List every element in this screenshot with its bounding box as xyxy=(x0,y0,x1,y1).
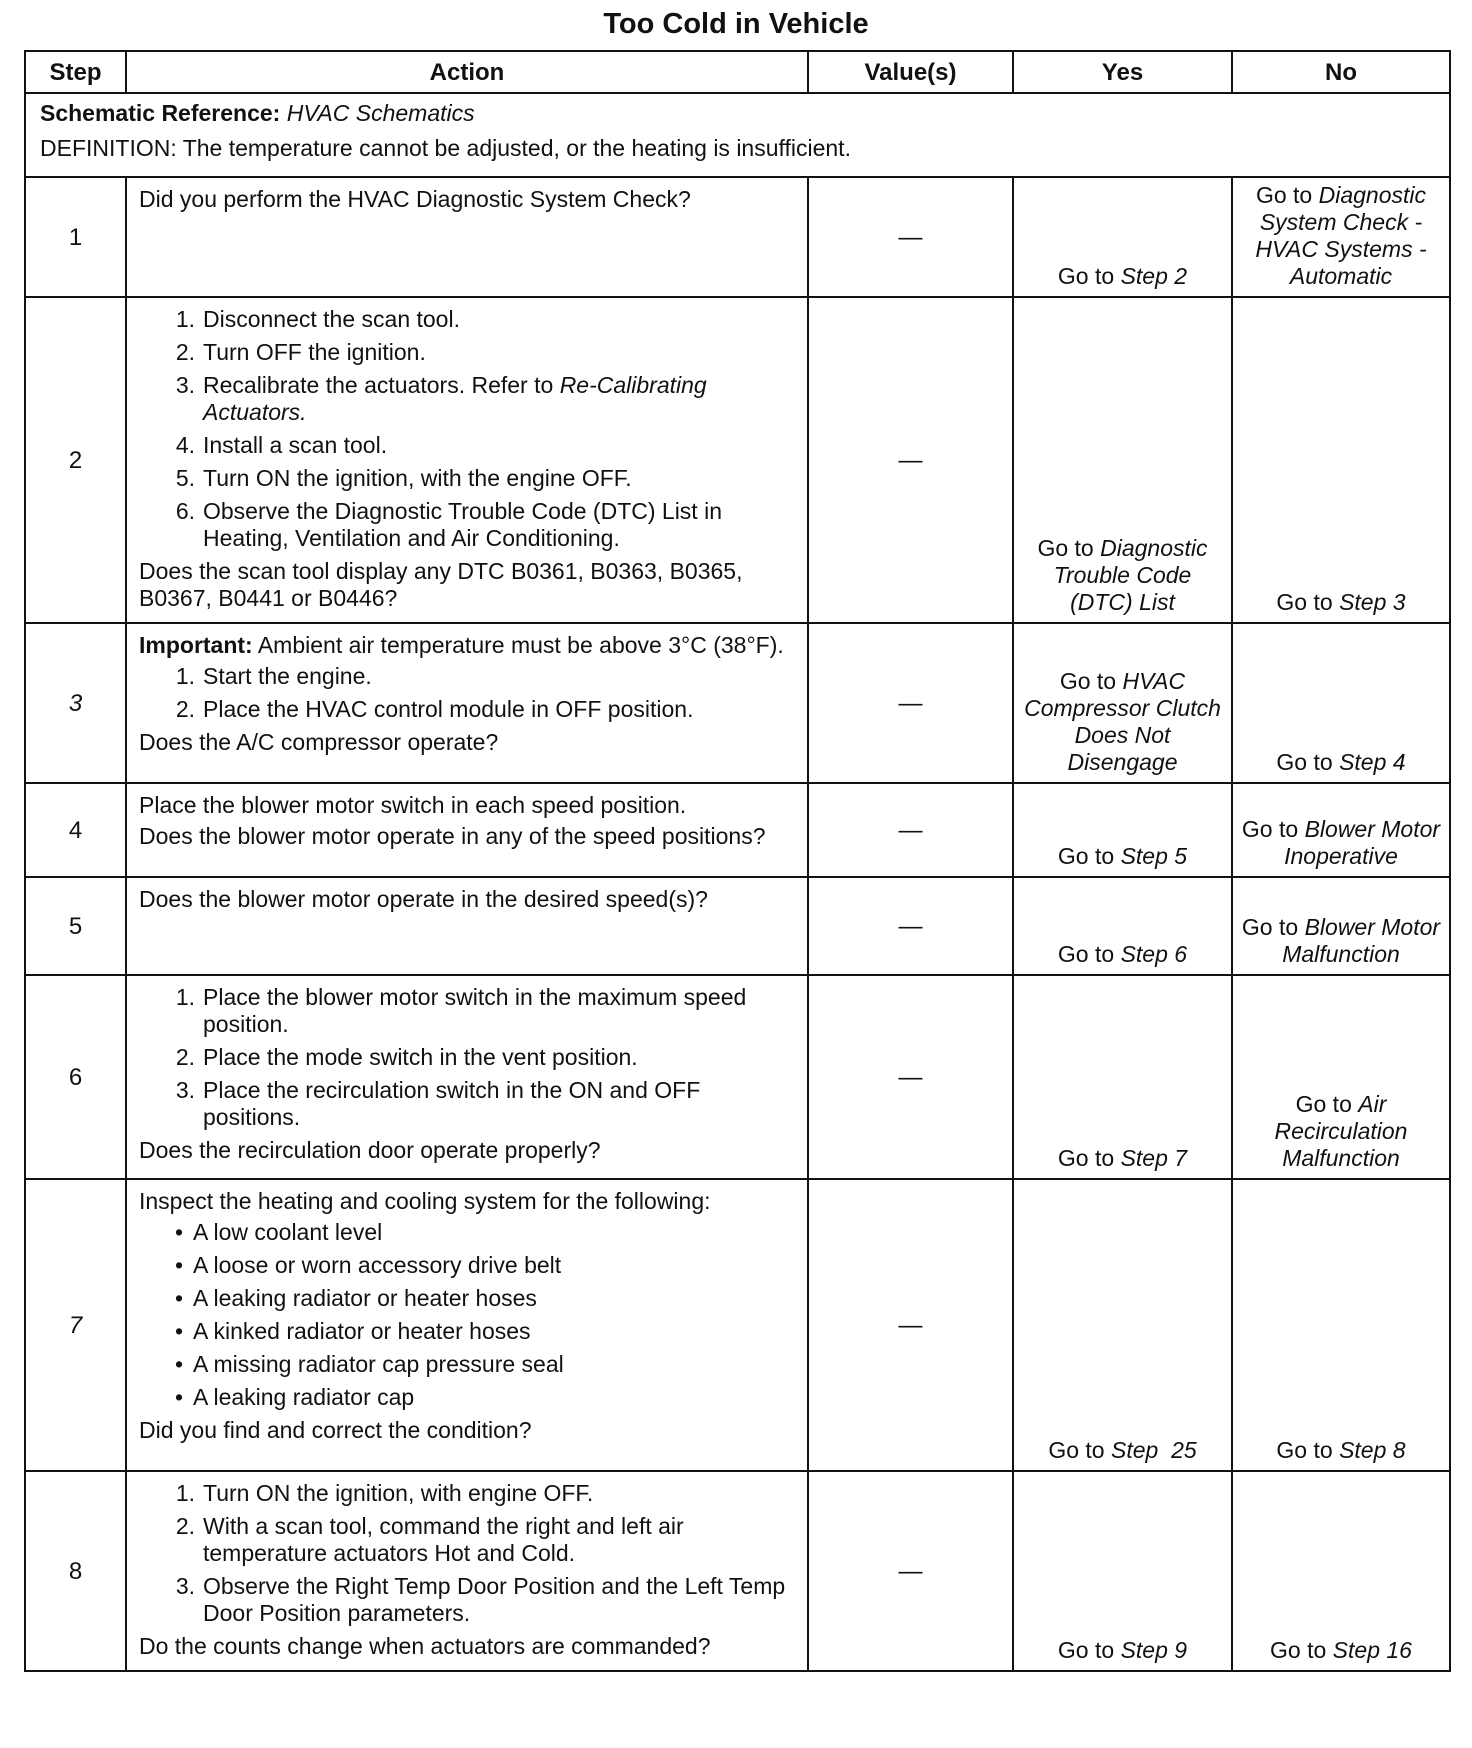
yes-cell[interactable] xyxy=(1013,1179,1232,1471)
list-item: • A missing radiator cap pressure seal xyxy=(174,1351,564,1377)
value-cell: — xyxy=(808,1471,1013,1671)
no-cell[interactable] xyxy=(1232,783,1450,877)
yes-link[interactable]: Step 2 xyxy=(1120,263,1188,289)
table-row xyxy=(25,297,1450,623)
question: Does the recirculation door operate properly? xyxy=(139,1137,601,1163)
header-values: Value(s) xyxy=(808,51,1013,93)
value-cell: — xyxy=(808,623,1013,783)
value-cell: — xyxy=(808,783,1013,877)
list-item: 1. Disconnect the scan tool. xyxy=(175,306,460,332)
step-number: 4 xyxy=(25,783,126,877)
yes-link[interactable]: HVAC Compressor Clutch Does Not Disengage xyxy=(1024,668,1221,775)
reference-link[interactable]: Re-Calibrating Actuators. xyxy=(203,372,707,425)
list-item: 6. Observe the Diagnostic Trouble Code (DTC) List in Heating, Ventilation and Air Conditioning. xyxy=(175,498,722,551)
numbered-list xyxy=(139,984,797,1131)
yes-cell[interactable] xyxy=(1013,177,1232,297)
schematic-reference xyxy=(40,100,1435,127)
yes-cell[interactable] xyxy=(1013,783,1232,877)
no-link[interactable]: Step 4 xyxy=(1339,749,1406,775)
no-prefix: Go to xyxy=(1276,1437,1333,1463)
list-item: 3. Observe the Right Temp Door Position and the Left Temp Door Position parameters. xyxy=(175,1573,786,1626)
important-label: Important: xyxy=(139,632,253,658)
list-item: 5. Turn ON the ignition, with the engine OFF. xyxy=(175,465,632,491)
list-item: 2. Place the mode switch in the vent position. xyxy=(175,1044,638,1070)
header-yes: Yes xyxy=(1013,51,1232,93)
yes-link[interactable]: Step 25 xyxy=(1110,1437,1197,1463)
header-step: Step xyxy=(25,51,126,93)
no-link[interactable]: Blower Motor Malfunction xyxy=(1282,914,1441,967)
no-prefix: Go to xyxy=(1276,749,1333,775)
numbered-list xyxy=(139,306,797,552)
yes-link[interactable]: Step 9 xyxy=(1120,1637,1188,1663)
no-link[interactable]: Air Recirculation Malfunction xyxy=(1274,1091,1408,1171)
table-row xyxy=(25,623,1450,783)
no-prefix: Go to xyxy=(1241,914,1299,940)
table-row xyxy=(25,1471,1450,1671)
step-number: 7 xyxy=(25,1179,126,1471)
no-cell[interactable] xyxy=(1232,1471,1450,1671)
no-prefix: Go to xyxy=(1295,1091,1352,1117)
list-item: • A leaking radiator or heater hoses xyxy=(174,1285,537,1311)
schematic-ref: HVAC Schematics xyxy=(286,100,475,126)
step-number: 1 xyxy=(25,177,126,297)
important-note xyxy=(139,632,797,659)
no-link[interactable]: Diagnostic System Check - HVAC Systems - Automatic xyxy=(1255,182,1427,289)
step-number: 3 xyxy=(25,623,126,783)
numbered-list xyxy=(139,1480,797,1627)
diagnostic-table xyxy=(24,50,1451,1672)
question: Does the A/C compressor operate? xyxy=(139,729,499,755)
step-number: 6 xyxy=(25,975,126,1179)
list-item: 1. Turn ON the ignition, with engine OFF. xyxy=(175,1480,594,1506)
no-prefix: Go to xyxy=(1270,1637,1327,1663)
page-title: Too Cold in Vehicle xyxy=(603,8,869,40)
important-text: Ambient air temperature must be above 3°C (38°F). xyxy=(257,632,784,658)
action-cell xyxy=(126,877,808,975)
no-prefix: Go to xyxy=(1276,589,1333,615)
header-no: No xyxy=(1232,51,1450,93)
list-item: • A kinked radiator or heater hoses xyxy=(174,1318,531,1344)
value-cell: — xyxy=(808,177,1013,297)
yes-prefix: Go to xyxy=(1037,535,1094,561)
no-link[interactable]: Step 8 xyxy=(1339,1437,1406,1463)
table-row xyxy=(25,975,1450,1179)
list-item: 2. With a scan tool, command the right and left air temperature actuators Hot and Cold. xyxy=(175,1513,684,1566)
list-item: 3. Place the recirculation switch in the ON and OFF positions. xyxy=(175,1077,701,1130)
question: Does the blower motor operate in the desired speed(s)? xyxy=(139,886,708,912)
table-row xyxy=(25,177,1450,297)
question: Does the blower motor operate in any of the speed positions? xyxy=(139,823,766,849)
header-action: Action xyxy=(126,51,808,93)
action-cell xyxy=(126,783,808,877)
yes-cell[interactable] xyxy=(1013,877,1232,975)
no-prefix: Go to xyxy=(1241,816,1299,842)
list-item: 2. Turn OFF the ignition. xyxy=(175,339,426,365)
action-cell xyxy=(126,975,808,1179)
definition: DEFINITION: The temperature cannot be adjusted, or the heating is insufficient. xyxy=(40,135,851,161)
action-cell xyxy=(126,177,808,297)
list-item: 4. Install a scan tool. xyxy=(175,432,388,458)
numbered-list xyxy=(139,663,797,723)
yes-cell[interactable] xyxy=(1013,297,1232,623)
yes-prefix: Go to xyxy=(1059,668,1117,694)
list-item: 3. Recalibrate the actuators. Refer to Re-Calibrating Actuators. xyxy=(175,372,707,425)
bullet-list xyxy=(139,1219,797,1411)
value-cell: — xyxy=(808,297,1013,623)
yes-link[interactable]: Step 6 xyxy=(1120,941,1188,967)
yes-prefix: Go to xyxy=(1048,1437,1105,1463)
action-cell xyxy=(126,623,808,783)
no-cell[interactable] xyxy=(1232,877,1450,975)
action-cell xyxy=(126,1179,808,1471)
no-cell[interactable] xyxy=(1232,297,1450,623)
table-row xyxy=(25,1179,1450,1471)
list-item: 2. Place the HVAC control module in OFF position. xyxy=(175,696,694,722)
no-cell[interactable] xyxy=(1232,1179,1450,1471)
yes-link[interactable]: Step 7 xyxy=(1120,1145,1188,1171)
list-item: 1. Place the blower motor switch in the maximum speed position. xyxy=(175,984,747,1037)
yes-cell[interactable] xyxy=(1013,623,1232,783)
value-cell: — xyxy=(808,975,1013,1179)
action-cell xyxy=(126,297,808,623)
table-row xyxy=(25,877,1450,975)
list-item: • A low coolant level xyxy=(174,1219,383,1245)
schematic-row xyxy=(25,93,1450,177)
yes-cell[interactable] xyxy=(1013,975,1232,1179)
list-item: • A leaking radiator cap xyxy=(174,1384,415,1410)
no-cell[interactable] xyxy=(1232,177,1450,297)
yes-link[interactable]: Diagnostic Trouble Code (DTC) List xyxy=(1053,535,1208,615)
yes-link[interactable]: Step 5 xyxy=(1120,843,1188,869)
yes-prefix: Go to xyxy=(1057,263,1115,289)
step-number: 5 xyxy=(25,877,126,975)
list-item: • A loose or worn accessory drive belt xyxy=(174,1252,562,1278)
table-row xyxy=(25,783,1450,877)
step-number: 2 xyxy=(25,297,126,623)
header-row xyxy=(25,51,1450,93)
question: Did you perform the HVAC Diagnostic System Check? xyxy=(139,186,691,212)
schematic-label: Schematic Reference: xyxy=(40,100,281,126)
instruction: Place the blower motor switch in each speed position. xyxy=(139,792,687,818)
step-number: 8 xyxy=(25,1471,126,1671)
question: Did you find and correct the condition? xyxy=(139,1417,532,1443)
yes-prefix: Go to xyxy=(1057,941,1115,967)
no-cell[interactable] xyxy=(1232,623,1450,783)
action-cell xyxy=(126,1471,808,1671)
yes-prefix: Go to xyxy=(1057,1637,1115,1663)
list-item: 1. Start the engine. xyxy=(175,663,372,689)
no-cell[interactable] xyxy=(1232,975,1450,1179)
instruction: Inspect the heating and cooling system for the following: xyxy=(139,1188,711,1214)
no-link[interactable]: Step 16 xyxy=(1332,1637,1412,1663)
question: Do the counts change when actuators are commanded? xyxy=(139,1633,711,1659)
yes-prefix: Go to xyxy=(1057,1145,1115,1171)
schematic-cell xyxy=(25,93,1450,177)
value-cell: — xyxy=(808,1179,1013,1471)
question: Does the scan tool display any DTC B0361, B0363, B0365, B0367, B0441 or B0446? xyxy=(139,558,743,611)
no-link[interactable]: Blower Motor Inoperative xyxy=(1284,816,1441,869)
no-prefix: Go to xyxy=(1255,182,1313,208)
yes-prefix: Go to xyxy=(1057,843,1115,869)
no-link[interactable]: Step 3 xyxy=(1339,589,1406,615)
yes-cell[interactable] xyxy=(1013,1471,1232,1671)
value-cell: — xyxy=(808,877,1013,975)
